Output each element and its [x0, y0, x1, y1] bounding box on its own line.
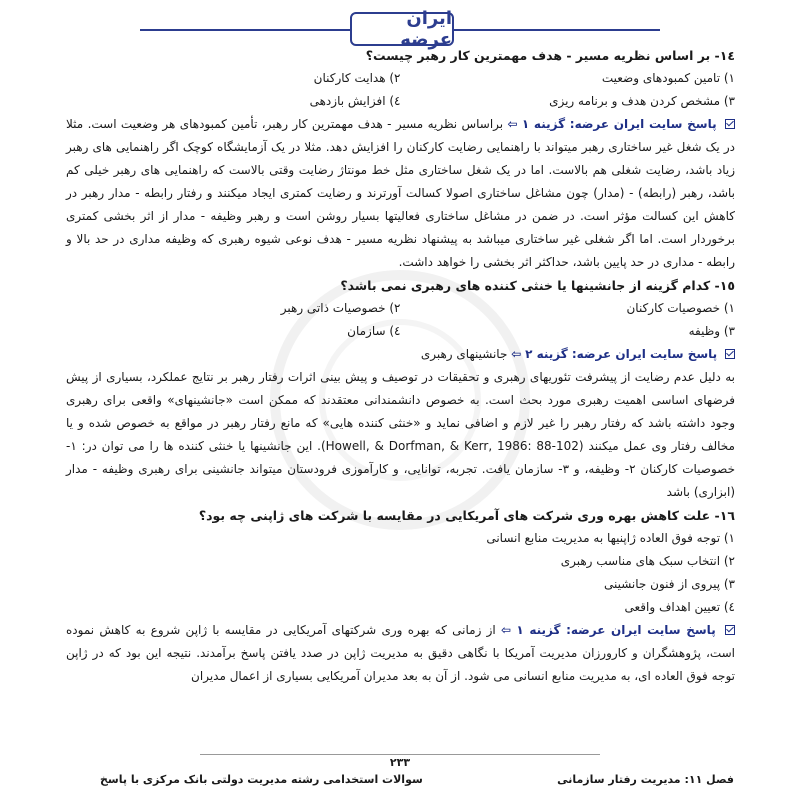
- q16-answer-head: پاسخ سایت ایران عرضه: گزینه ۱: [516, 623, 716, 637]
- site-logo: [350, 8, 454, 50]
- question-15-options: [66, 297, 735, 343]
- q15-explanation-part-2: . این جانشینها یا خنثی کننده ها را می توان در: ۱- خصوصیات کارکنان ۲- وظیفه، و ۳- سازمان یافت. تجربه، توانایی، و کارآموزی فرودستان میتواند جانشینی برای رهبری وظیفه - مدار (ابزاری) باشد: [66, 439, 735, 499]
- arrow-left-icon: ⇦: [501, 623, 512, 637]
- q15-option-2: ۲) خصوصیات ذاتی رهبر: [280, 301, 401, 315]
- checkbox-icon: [725, 119, 735, 129]
- arrow-left-icon: ⇦: [507, 117, 518, 131]
- question-14-title: ۱٤- بر اساس نظریه مسیر - هدف مهمترین کار رهبر چیست؟: [365, 48, 735, 63]
- footer-chapter-title: فصل ۱۱: مدیریت رفتار سازمانی: [557, 773, 734, 786]
- q16-answer-text: از زمانی که بهره وری شرکتهای آمریکایی در مقایسه با ژاپن شروع به کاهش نموده است، پژوهشگران و کارورزان مدیریت آمریکا با نگاهی دقیق به مدیریت ژاپن در صدد یافتن پاسخ برآمدند. نتیجه این بود که در ژاپن توجه فوق العاده ای، به مدیریت منابع انسانی می شود. از آن به بعد مدیران آمریکایی بسیاری از اعمال مدیران: [66, 623, 735, 683]
- checkbox-icon: [725, 349, 735, 359]
- question-14-options: [66, 67, 735, 113]
- checkbox-icon: [725, 625, 735, 635]
- q14-option-1: ۱) تامین کمبودهای وضعیت: [601, 71, 735, 85]
- question-16-title: ۱٦- علت کاهش بهره وری شرکت های آمریکایی در مقایسه با شرکت های ژاپنی چه بود؟: [198, 508, 735, 523]
- page-number: ۲۳۳: [389, 756, 411, 769]
- arrow-left-icon: ⇦: [511, 347, 522, 361]
- footer-rule: [200, 754, 600, 755]
- q15-citation: (Howell, & Dorfman, & Kerr, 1986: 88-102): [320, 439, 584, 453]
- q15-explanation: [66, 366, 735, 504]
- logo-text: ایران عرضه: [400, 8, 452, 50]
- question-16-options: [66, 527, 735, 619]
- q14-answer-text: براساس نظریه مسیر - هدف مهمترین کار رهبر، تأمین کمبودهای هر وضعیت است.: [87, 117, 504, 131]
- q14-option-2: ۲) هدایت کارکنان: [313, 71, 401, 85]
- header-rule-left: [140, 29, 350, 31]
- q15-answer: [66, 343, 735, 366]
- q14-answer: [66, 113, 735, 274]
- q16-option-2: ۲) انتخاب سبک های مناسب رهبری: [560, 554, 735, 568]
- q14-option-3: ۳) مشخص کردن هدف و برنامه ریزی: [549, 94, 735, 108]
- header: [0, 8, 800, 50]
- q15-answer-head: پاسخ سایت ایران عرضه: گزینه ۲: [525, 347, 718, 361]
- q16-answer: [66, 619, 735, 688]
- document-body: [66, 44, 735, 688]
- q15-explanation-part-1: به دلیل عدم رضایت از پیشرفت تئوریهای رهبری و تحقیقات در توصیف و پیش بینی اثرات رفتار رهبر بر نتایج عملکرد، بسیاری از پیش فرضهای اساسی اهمیت رهبری مورد بحث است. به خصوص دانشمندانی معتقدند که ممکن است «جانشینهای» واقعی برای رهبری وجود داشته باشد که رفتار رهبر را غیر لازم و اضافی نماید و «خنثی کننده هایی» که مانع رفتار رهبر در مواقع به خصوص شده و یا مخالف رفتار وی عمل میکنند: [66, 370, 735, 453]
- q15-answer-text: جانشینهای رهبری: [420, 347, 508, 361]
- q14-option-4: ٤) افزایش بازدهی: [309, 94, 401, 108]
- footer-book-title: سوالات استخدامی رشته مدیریت دولتی بانک مرکزی با پاسخ: [100, 773, 423, 786]
- q16-option-1: ۱) توجه فوق العاده ژاپنیها به مدیریت منابع انسانی: [486, 531, 735, 545]
- q16-option-3: ۳) پیروی از فنون جانشینی: [603, 577, 735, 591]
- q14-explanation: مثلا در یک شغل غیر ساختاری رهبر میتواند با راهنمایی رضایت کارکنان را افزایش دهد. مثلا در یک آزمایشگاه کوچک اگر راهنمایی های رهبر زیاد باشد، رضایت شغلی هم بالاست. اما در یک شغل ساختاری مثل خط مونتاژ رضایت وقتی بالاست که راهنمایی های رهبر خیلی کم باشد، رهبر (رابطه) - (مدار) چون مشاغل ساختاری اصولا کسالت آورترند و رضایت کمتری ایجاد میکنند و رفتار رابطه - مدار رهبر در کاهش این کسالت مؤثر است. در ضمن در مشاغل ساختاری فعالیتها بسیار روشن است و رهبر وظیفه - مدار از اثر بخشی کمتری برخوردار است. اما اگر شغلی غیر ساختاری میباشد به پیشنهاد نظریه مسیر - هدف نوعی شیوه رهبری که وظیفه مداری در حد بالا و رابطه - مداری در حد پایین باشد، حداکثر اثر بخشی را خواهد داشت.: [66, 117, 735, 269]
- q15-option-1: ۱) خصوصیات کارکنان: [626, 301, 735, 315]
- q15-option-4: ٤) سازمان: [347, 324, 401, 338]
- q15-option-3: ۳) وظیفه: [688, 324, 735, 338]
- q16-option-4: ٤) تعیین اهداف واقعی: [624, 600, 735, 614]
- q14-answer-head: پاسخ سایت ایران عرضه: گزینه ۱: [521, 117, 717, 131]
- header-rule-right: [450, 29, 660, 31]
- question-15-title: ۱٥- کدام گزینه از جانشینها یا خنثی کننده های رهبری نمی باشد؟: [340, 278, 735, 293]
